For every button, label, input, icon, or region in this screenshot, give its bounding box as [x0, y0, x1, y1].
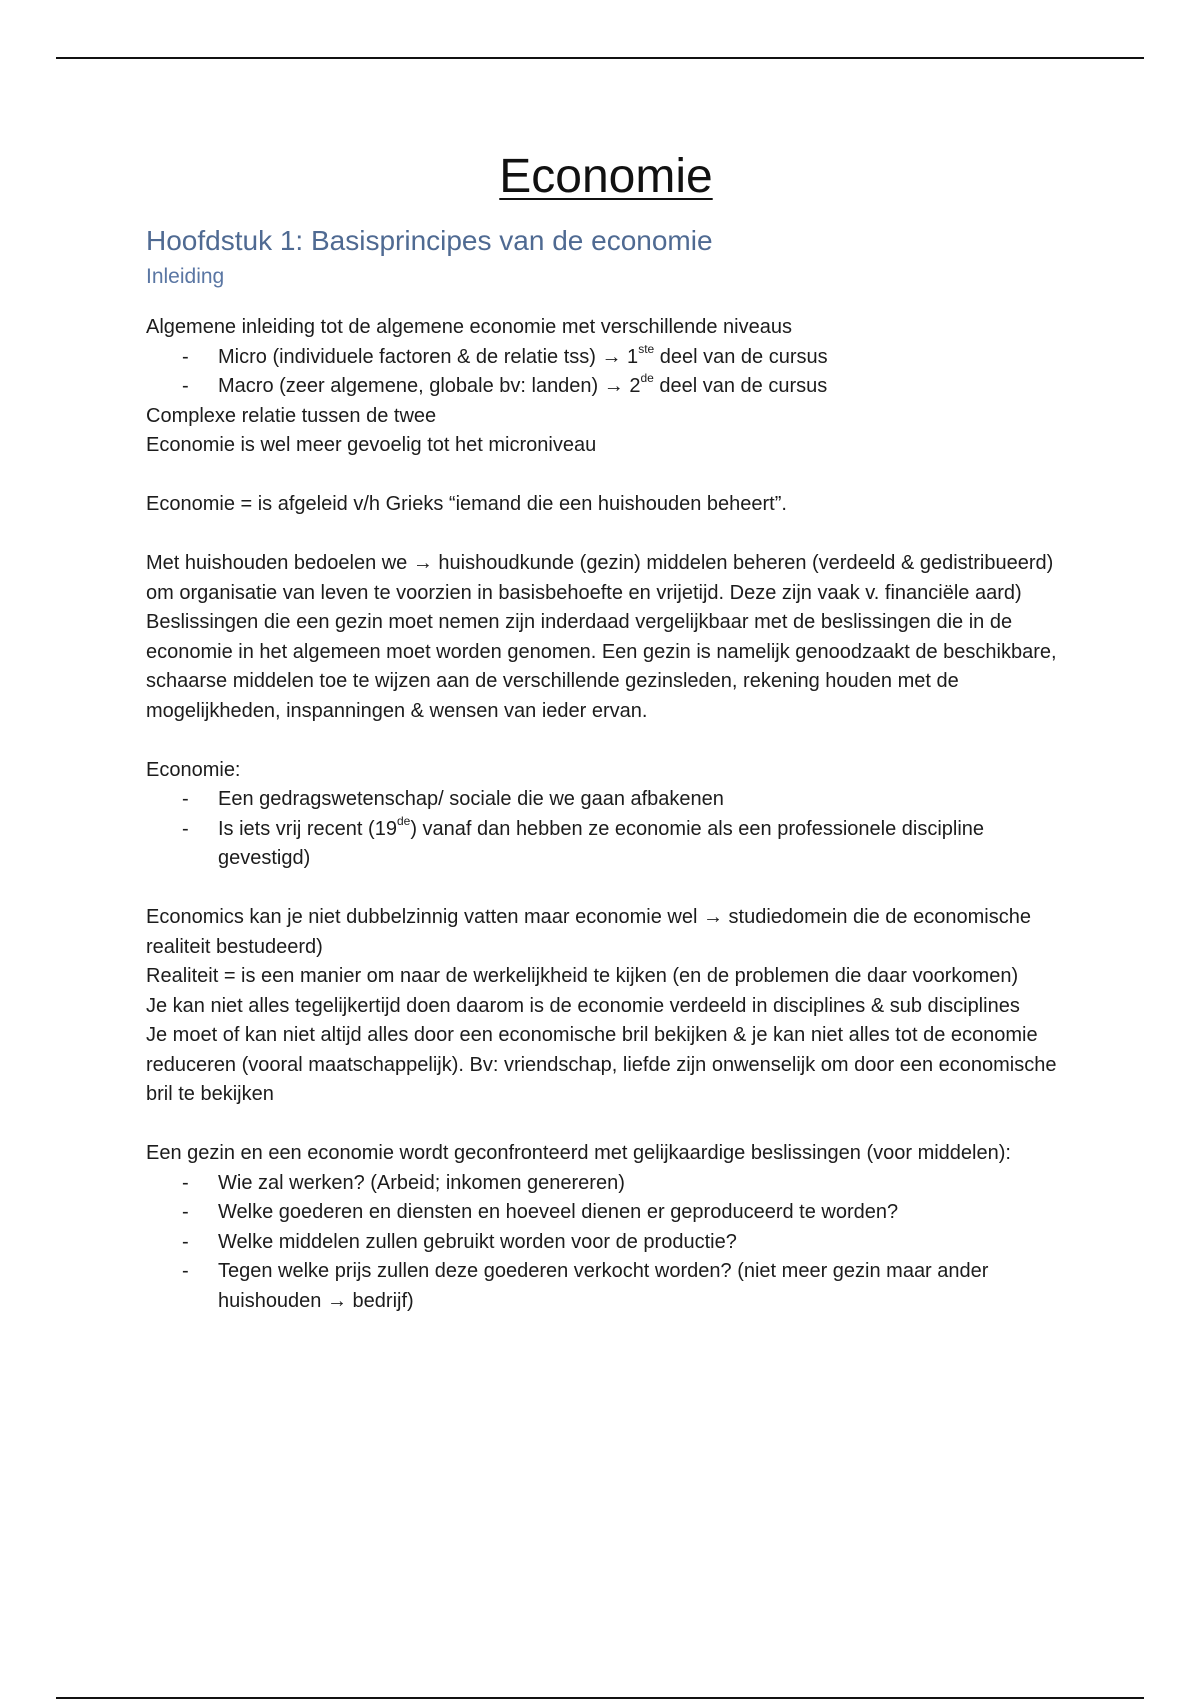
- paragraph: Economics kan je niet dubbelzinnig vatten maar economie wel → studiedomein die de economische realiteit bestudeerd): [146, 906, 1031, 958]
- levels-list: [146, 343, 1066, 402]
- list-item: [146, 372, 1066, 402]
- bullet-dash: -: [182, 1230, 189, 1253]
- bullet-dash: -: [182, 1201, 189, 1223]
- paragraph: Economie = is afgeleid v/h Grieks “iemand die een huishouden beheert”.: [146, 493, 787, 515]
- paragraph: Realiteit = is een manier om naar de werkelijkheid te kijken (en de problemen die daar voorkomen): [146, 965, 1019, 987]
- list-item-text: Is iets vrij recent (19: [218, 817, 397, 840]
- questions-list: [146, 1169, 1066, 1317]
- section-heading: Inleiding: [146, 265, 225, 288]
- paragraph: Economie is wel meer gevoelig tot het microniveau: [146, 434, 597, 456]
- list-item-text: Macro (zeer algemene, globale bv: landen) → 2: [218, 375, 641, 397]
- paragraph: Met huishouden bedoelen we → huishoudkunde (gezin) middelen beheren (verdeeld & gedistribueerd) om organisatie van leven te voorzien in basisbehoefte en vrijetijd. Deze zijn vaak v. financiële aard): [146, 552, 1054, 604]
- paragraph: Je kan niet alles tegelijkertijd doen daarom is de economie verdeeld in disciplines & sub disciplines: [146, 994, 1020, 1017]
- bottom-rule: [56, 1697, 1144, 1699]
- document-title: Economie: [499, 150, 713, 203]
- superscript: ste: [638, 341, 655, 356]
- bullet-dash: -: [182, 375, 189, 397]
- superscript: de: [396, 813, 411, 828]
- bullet-dash: -: [182, 345, 189, 368]
- top-rule: [56, 57, 1144, 59]
- list-item-text: Een gedragswetenschap/ sociale die we gaan afbakenen: [218, 788, 724, 810]
- list-item: [146, 1198, 1066, 1228]
- paragraph: Je moet of kan niet altijd alles door een economische bril bekijken & je kan niet alles tot de economie reduceren (vooral maatschappelijk). Bv: vriendschap, liefde zijn onwenselijk om door een economische bril te bekijken: [146, 1024, 1057, 1105]
- list-item-text: Tegen welke prijs zullen deze goederen verkocht worden? (niet meer gezin maar ander huishouden → bedrijf): [218, 1260, 989, 1312]
- superscript: de: [640, 371, 654, 386]
- list-item-text: Wie zal werken? (Arbeid; inkomen genereren): [218, 1171, 625, 1194]
- bullet-dash: -: [182, 788, 189, 810]
- list-item: [146, 1228, 1066, 1258]
- list-item-text: Welke goederen en diensten en hoeveel dienen er geproduceerd te worden?: [218, 1201, 899, 1223]
- economie-list: [146, 785, 1066, 874]
- list-item: [146, 815, 1066, 874]
- list-item-text: deel van de cursus: [653, 375, 828, 397]
- list-item: [146, 343, 1066, 373]
- list-item-text: ) vanaf dan hebben ze economie als een professionele discipline gevestigd): [218, 817, 985, 869]
- chapter-heading: Hoofdstuk 1: Basisprincipes van de economie: [146, 225, 713, 256]
- list-item: [146, 785, 1066, 815]
- paragraph: Beslissingen die een gezin moet nemen zijn inderdaad vergelijkbaar met de beslissingen die in de economie in het algemeen moet worden genomen. Een gezin is namelijk genoodzaakt de beschikbare, schaarse middelen toe te wijzen aan de verschillende gezinsleden, rekening houden met de mogelijkheden, inspanningen & wensen van ieder ervan.: [146, 611, 1057, 722]
- paragraph: Algemene inleiding tot de algemene economie met verschillende niveaus: [146, 316, 792, 338]
- paragraph: Complexe relatie tussen de twee: [146, 404, 437, 427]
- list-item-text: deel van de cursus: [654, 345, 828, 368]
- list-item-text: Welke middelen zullen gebruikt worden voor de productie?: [218, 1230, 737, 1253]
- document-page: [146, 145, 1066, 1316]
- list-item: [146, 1169, 1066, 1199]
- list-item-text: Micro (individuele factoren & de relatie tss) → 1: [218, 345, 639, 368]
- bullet-dash: -: [182, 817, 189, 840]
- paragraph: Economie:: [146, 758, 241, 781]
- list-item: [146, 1257, 1066, 1316]
- paragraph: Een gezin en een economie wordt geconfronteerd met gelijkaardige beslissingen (voor middelen):: [146, 1142, 1011, 1164]
- bullet-dash: -: [182, 1260, 189, 1282]
- bullet-dash: -: [182, 1171, 189, 1194]
